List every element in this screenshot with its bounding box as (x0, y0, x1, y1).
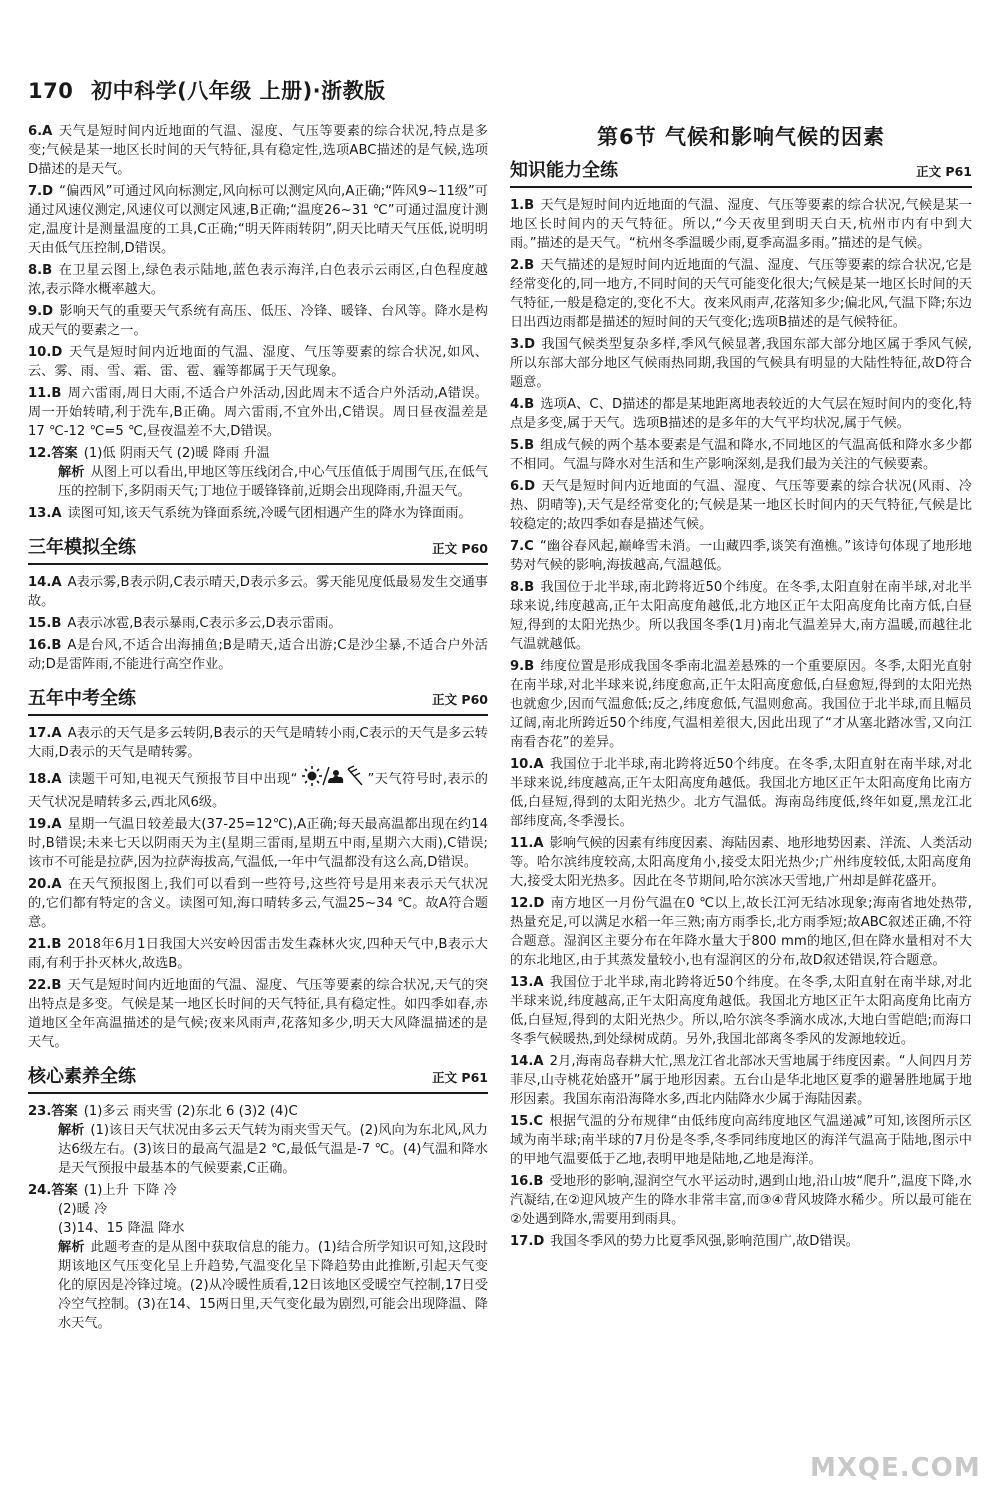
item-text: 在天气预报图上,我们可以看到一些符号,这些符号是用来表示天气状况的,它们都有特定的含义。读图可知,海口晴转多云,气温25~34 ℃。故A符合题意。 (28, 876, 488, 930)
item-number: 2.B (510, 258, 535, 274)
answer-item (28, 261, 488, 299)
item-text: 读题干可知,电视天气预报节目中出现“ (67, 771, 298, 787)
answer-item (510, 196, 972, 253)
item-text: A表示的天气是多云转阴,B表示的天气是晴转小雨,C表示的天气是多云转大雨,D表示的天气是晴转雾。 (28, 725, 488, 760)
item-number: 17.A (28, 725, 62, 741)
item-text: 我国位于北半球,南北跨将近50个纬度。在冬季,太阳直射在南半球,对北半球来说,纬度越高,正午太阳高度角越低,北方地区正午太阳高度角比南方低,白昼短,得到的太阳光热少。所以我国冬季(1月)南北气温差异大,南方温暖,而越往北气温就越低。 (510, 580, 972, 653)
item-answer: (1)多云 雨夹雪 (2)东北 6 (3)2 (4)C (83, 1103, 298, 1119)
section-heading-sannian (28, 535, 488, 565)
answer-item (510, 537, 972, 575)
answer-item (510, 335, 972, 392)
item-text: 组成气候的两个基本要素是气温和降水,不同地区的气温高低和降水多少都不相同。气温与降水对生活和生产影响深刻,是我们最为关注的气候要素。 (510, 438, 972, 473)
section-page-ref: 正文 P60 (432, 691, 488, 707)
answer-item-12 (28, 444, 488, 501)
item-text: “幽谷春风起,巅峰雪未消。一山藏四季,谈笑有渔樵。”该诗句体现了地形地势对气候的影响,海拔越高,气温越低。 (510, 539, 972, 574)
answer-item (28, 935, 488, 973)
item-number: 22.B (28, 977, 62, 993)
answer-item (510, 477, 972, 534)
item-number: 13.A (28, 506, 62, 521)
item-number: 14.A (28, 574, 62, 590)
item-number: 6.A (28, 124, 53, 139)
item-text: 天气是短时间内近地面的气温、湿度、气压等要素的综合状况(风雨、冷热、阴晴等),天气是经常变化的;气候是某一地区长时间内的天气特征,气候是比较稳定的;故四季如春是描述气候。 (510, 479, 972, 533)
item-number: 1.B (510, 198, 535, 214)
item-text: 选项A、C、D描述的都是某地距离地表较近的大气层在短时间内的变化,特点是多变,属于天气。选项B描述的是多年的大气平均状况,属于气候。 (510, 397, 972, 432)
answer-item (28, 875, 488, 932)
item-number: 21.B (28, 936, 62, 952)
item-text: 我国位于北半球,南北跨将近50个纬度。在冬季,太阳直射在南半球,对北半球来说,纬度越高,正午太阳高度角越低。我国北方地区正午太阳高度角比南方低,白昼短,得到的太阳光热少。所以,哈尔滨冬季滴水成冰,大地白雪皑皑;而海口冬季气候暖热,到处绿树成荫。另外,我国北部离冬季风的发源地较近。 (510, 975, 972, 1048)
item-number: 23.答案 (28, 1103, 78, 1119)
item-text: 根据气温的分布规律“由低纬度向高纬度地区气温递减”可知,该图所示区域为南半球;南半球的7月份是冬季,冬季同纬度地区的海洋气温高于陆地,图示中的甲地气温要低于乙地,表明甲地是陆地,乙地是海洋。 (510, 1114, 972, 1168)
left-column (28, 122, 488, 1336)
item-text: 天气描述的是短时间内近地面的气温、湿度、气压等要素的综合状况,它是经常变化的,同一地方,不同时间的天气可能变化很大;气候是某一地区长时间的天气特征,一般是稳定的,变化不大。夜来风雨声,花落知多少;偏北风,气温下降;东边日出西边雨都是描述的短时间的天气变化;选项B描述的是气候特征。 (510, 258, 972, 331)
answer-item (28, 614, 488, 633)
answer-item-23 (28, 1102, 488, 1178)
item-text: 在卫星云图上,绿色表示陆地,蓝色表示海洋,白色表示云雨区,白色程度越浓,表示降水概率越大。 (28, 263, 488, 297)
answer-item (28, 976, 488, 1052)
partly-cloudy-icon (328, 770, 343, 783)
answer-item (510, 1112, 972, 1169)
item-text: 影响天气的重要天气系统有高压、低压、冷锋、暖锋、台风等。降水是构成天气的要素之一。 (28, 304, 488, 338)
explanation-label: 解析 (58, 1122, 85, 1138)
section-page-ref: 正文 P60 (432, 541, 488, 556)
item-text: 2018年6月1日我国大兴安岭因雷击发生森林火灾,四种天气中,B表示大雨,有利于扑灭林火,故选B。 (28, 936, 488, 971)
answer-item (28, 636, 488, 674)
answer-item (28, 384, 488, 441)
item-number: 11.B (28, 386, 62, 401)
item-number: 5.B (510, 438, 535, 454)
item-number: 6.D (510, 479, 536, 495)
item-number: 17.D (510, 1234, 545, 1250)
item-number: 9.B (510, 659, 535, 675)
item-number: 14.A (510, 1054, 544, 1070)
item-number: 11.A (510, 836, 544, 852)
item-text: 受地形的影响,湿润空气水平运动时,遇到山地,沿山坡“爬升”,温度下降,水汽凝结,在②迎风坡产生的降水非常丰富,而③④背风坡降水稀少。所以最可能在②处遇到降水,需要用到雨具。 (510, 1174, 972, 1228)
answer-item (510, 395, 972, 433)
item-number: 16.B (28, 637, 62, 653)
item-answer: (1)上升 下降 冷 (83, 1182, 177, 1198)
item-text: 读图可知,该天气系统为锋面系统,冷暖气团相遇产生的降水为锋面雨。 (67, 506, 472, 521)
answer-item-18 (28, 765, 488, 812)
answer-item (510, 256, 972, 332)
section-page-ref: 正文 P61 (916, 164, 972, 180)
answer-item (28, 182, 488, 258)
item-number: 20.A (28, 876, 62, 892)
answer-item (510, 1232, 972, 1251)
explanation-label: 解析 (58, 1239, 85, 1255)
section-title: 知识能力全练 (510, 160, 618, 182)
item-number: 12.答案 (28, 446, 78, 461)
item-number: 3.D (510, 337, 536, 353)
item-text: 天气是短时间内近地面的气温、湿度、气压等要素的综合状况,如风、云、雾、雨、雪、霜、雷、雹、霾等都属于天气现象。 (28, 345, 488, 379)
item-answer: (2)暖 冷 (58, 1201, 108, 1217)
item-answer: (3)14、15 降温 降水 (58, 1220, 185, 1236)
answer-item (28, 122, 488, 179)
item-explanation: 此题考查的是从图中获取信息的能力。(1)结合所学知识可知,这段时期该地区气压变化呈上升趋势,气温变化呈下降趋势由此推断,引起天气变化的原因是冷锋过境。(2)从冷暖性质看,12日该地区受暖空气控制,17日受冷空气控制。(3)在14、15两日里,天气变化最为剧烈,可能会出现降温、降水天气。 (58, 1239, 488, 1331)
item-text: 纬度位置是形成我国冬季南北温差悬殊的一个重要原因。冬季,太阳光直射在南半球,对北半球来说,纬度愈高,正午太阳高度愈低,白昼愈短,得到的太阳光热也就愈少,因而气温愈低;反之,纬度愈低,气温则愈高。我国位于北半球,而且幅员辽阔,南北所跨近50个纬度,气温相差很大,因此出现了“才从塞北踏冰雪,又向江南看杏花”的差异。 (510, 659, 972, 751)
wind-northwest-6-icon (348, 766, 362, 785)
item-text: 星期一气温日较差最大(37-25=12℃),A正确;每天最高温都出现在约14时,B错误;未来七天以阴雨天为主(星期三雷雨,星期五中雨,星期六大雨),C错误;该市不可能是拉萨,因为拉萨海拔高,气温低,一年中气温都没有这么高,D错误。 (28, 816, 488, 870)
item-explanation: (1)该日天气状况由多云天气转为雨夹雪天气。(2)风向为东北风,风力达6级左右。(3)该日的最高气温是2 ℃,最低气温是-7 ℃。(4)气温和降水是天气预报中最基本的气候要素,C正确。 (58, 1122, 488, 1176)
answer-list (28, 724, 488, 762)
item-text: A是台风,不适合出海捕鱼;B是晴天,适合出游;C是沙尘暴,不适合户外活动;D是雷阵雨,不能进行高空作业。 (28, 637, 488, 672)
item-number: 18.A (28, 771, 62, 787)
item-number: 16.B (510, 1174, 544, 1190)
item-text: 我国气候类型复杂多样,季风气候显著,我国东部大部分地区属于季风气候,所以东部大部分地区气候雨热同期,我国的气候具有明显的大陆性特征,故D符合题意。 (510, 337, 972, 391)
chapter-title: 第6节 气候和影响气候的因素 (597, 125, 885, 149)
item-number: 8.B (510, 580, 535, 596)
item-text: 我国位于北半球,南北跨将近50个纬度。在冬季,太阳直射在南半球,对北半球来说,纬度越高,正午太阳高度角越低。我国北方地区正午太阳高度角比南方低,白昼短,得到的太阳光热少。北方气温低。海南岛纬度低,终年如夏,黑龙江北部纬度高,冬季漫长。 (510, 757, 972, 830)
section-title: 五年中考全练 (28, 687, 136, 709)
item-number: 15.B (28, 615, 62, 631)
item-text: 天气是短时间内近地面的气温、湿度、气压等要素的综合状况,气候是某一地区长时间内的天气特征。所以,“今天夜里到明天白天,杭州市内有中到大雨。”描述的是天气。“杭州冬季温暖少雨,夏季高温多雨。”描述的是气候。 (510, 198, 972, 252)
answer-list (28, 815, 488, 1052)
answer-item (510, 894, 972, 970)
weather-symbols (302, 765, 364, 793)
item-number: 19.A (28, 816, 62, 832)
item-number: 7.C (510, 539, 534, 555)
item-text: 影响气候的因素有纬度因素、海陆因素、地形地势因素、洋流、人类活动等。哈尔滨纬度较高,太阳高度角小,接受太阳光热少;广州纬度较低,太阳高度角大,接受太阳光热多。因此在冬节期间,哈尔滨冰天雪地,广州却是鲜花盛开。 (510, 836, 972, 890)
item-number: 8.B (28, 263, 53, 278)
item-number: 10.A (510, 757, 544, 773)
section-title: 核心素养全练 (28, 1065, 136, 1087)
item-text: A表示冰雹,B表示暴雨,C表示多云,D表示雷雨。 (67, 615, 342, 631)
sun-icon (302, 766, 322, 786)
section-heading-wunian (28, 686, 488, 716)
item-number: 10.D (28, 345, 63, 360)
section-page-ref: 正文 P61 (432, 1069, 488, 1085)
item-number: 4.B (510, 397, 535, 413)
watermark: MXQE.COM (810, 1453, 981, 1483)
explanation-label: 解析 (58, 465, 85, 480)
item-text: ”天气符号时,表示的天气状况是晴转多云,西北风6级。 (28, 771, 488, 810)
item-text: 我国冬季风的势力比夏季风强,影响范围广,故D错误。 (550, 1234, 859, 1250)
answer-list (28, 122, 488, 441)
answer-item (510, 578, 972, 654)
answer-item (510, 436, 972, 474)
item-answer: (1)低 阴雨天气 (2)暖 降雨 升温 (83, 446, 270, 461)
item-number: 9.D (28, 304, 54, 319)
item-text: 南方地区一月份气温在0 ℃以上,故长江河无结冰现象;海南省地处热带,热量充足,可以满足水稻一年三熟;南方雨季长,北方雨季短;故ABC叙述正确,不符合题意。湿润区主要分布在年降水量大于800 mm的地区,但在降水量相对不大的东北地区,由于其蒸发量较小,也有湿润区的分布,故D叙述错误,符合题意。 (510, 896, 972, 969)
item-number: 13.A (510, 975, 544, 991)
answer-item (28, 573, 488, 611)
section-heading-zhishi (510, 158, 972, 188)
page-number: 170 (28, 79, 74, 103)
answer-item (28, 302, 488, 340)
answer-item (510, 1052, 972, 1109)
item-text: 2月,海南岛春耕大忙,黑龙江省北部冰天雪地属于纬度因素。“人间四月芳菲尽,山寺桃花始盛开”属于地形因素。五台山是华北地区夏季的避暑胜地属于地形因素。我国东南沿海降水多,西北内陆降水少属于海陆因素。 (510, 1054, 972, 1108)
page-header (28, 76, 386, 106)
item-number: 15.C (510, 1114, 544, 1130)
item-number: 12.D (510, 896, 545, 912)
answer-item-24 (28, 1181, 488, 1333)
answer-item (510, 657, 972, 752)
section-title: 三年模拟全练 (28, 537, 136, 558)
item-number: 24.答案 (28, 1182, 78, 1198)
answer-item (510, 973, 972, 1049)
answer-item (510, 1172, 972, 1229)
answer-list (28, 573, 488, 674)
answer-item (510, 755, 972, 831)
answer-item (510, 834, 972, 891)
answer-list (510, 196, 972, 1251)
item-text: A表示雾,B表示阴,C表示晴天,D表示多云。雾天能见度低最易发生交通事故。 (28, 574, 488, 609)
item-explanation: 从图上可以看出,甲地区等压线闭合,中心气压值低于周围气压,在低气压的控制下,多阴雨天气;丁地位于暖锋锋前,近期会出现降雨,升温天气。 (58, 465, 489, 499)
answer-item (28, 815, 488, 872)
right-column (510, 122, 972, 1254)
answer-item (28, 343, 488, 381)
item-number: 7.D (28, 184, 54, 199)
book-title: 初中科学(八年级 上册)·浙教版 (91, 79, 386, 103)
item-text: 天气是短时间内近地面的气温、湿度、气压等要素的综合状况,天气的突出特点是多变。气候是某一地区长时间的天气特征,具有稳定性。如四季如春,赤道地区全年高温描述的是气候;夜来风雨声,花落知多少,明天大风降温描述的是天气。 (28, 977, 488, 1050)
item-text: 天气是短时间内近地面的气温、湿度、气压等要素的综合状况,特点是多变;气候是某一地区长时间的天气特征,具有稳定性,选项ABC描述的是气候,选项D描述的是天气。 (28, 124, 488, 177)
answer-item (28, 724, 488, 762)
item-text: 周六雷雨,周日大雨,不适合户外活动,因此周末不适合户外活动,A错误。周一开始转晴,利于洗车,B正确。周六雷雨,不宜外出,C错误。周日昼夜温差是17 ℃-12 ℃=5 ℃,昼夜温差不大,D错误。 (28, 386, 488, 439)
item-text: “偏西风”可通过风向标测定,风向标可以测定风向,A正确;“阵风9~11级”可通过风速仪测定,风速仪可以测定风速,B正确;“温度26~31 ℃”可通过温度计测定,温度计是测量温度的工具,C正确;“明天阵雨转阴”,阴天比晴天气压低,说明明天由低气压控制,D错误。 (28, 184, 488, 256)
answer-item-13 (28, 504, 488, 523)
section-heading-hexin (28, 1064, 488, 1094)
